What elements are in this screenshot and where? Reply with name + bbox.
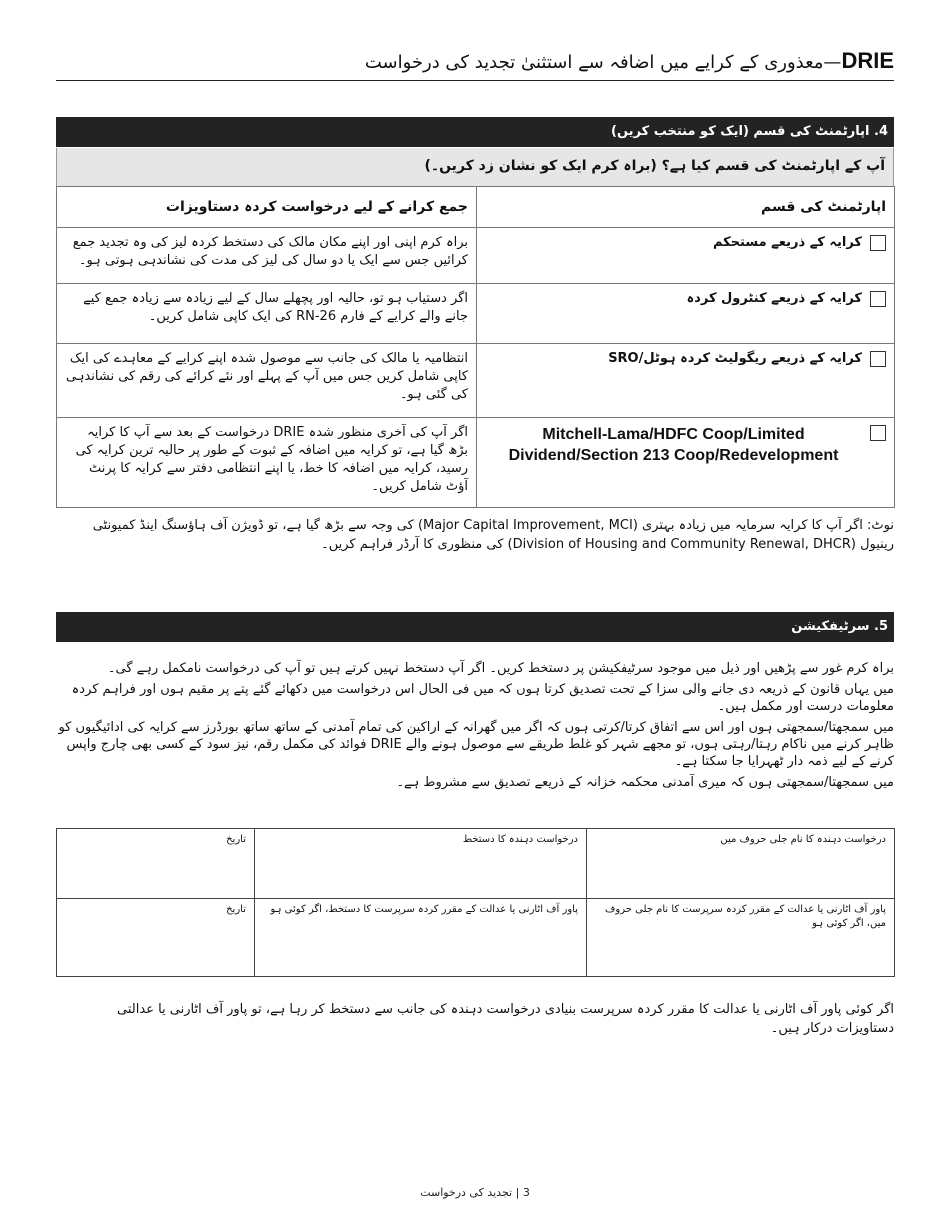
poa-name-field[interactable]: پاور آف اٹارنی یا عدالت کے مقرر کردہ سرپرست کا نام جلی حروف میں، اگر کوئی ہو bbox=[587, 899, 895, 977]
page-title bbox=[56, 46, 894, 81]
type-label: Mitchell-Lama/HDFC Coop/Limited Dividend/Section 213 Coop/Redevelopment bbox=[508, 426, 839, 464]
documents-text: براہ کرم اپنی اور اپنے مکان مالک کی دستخط کردہ لیز کی وہ تجدید جمع کرائیں جس سے ایک یا دو سال کی لیز کی مدت کی نشاندہی ہوتی ہو۔ bbox=[57, 228, 477, 284]
page-footer: 3 | تجدید کی درخواست bbox=[420, 1186, 530, 1199]
type-label: کرایہ کے ذریعے ریگولیٹ کردہ ہوٹل/SRO bbox=[608, 351, 862, 366]
cert-paragraph: میں یہاں قانون کے ذریعہ دی جانے والی سزا کے تحت تصدیق کرتا ہوں کہ میں فی الحال اس درخواست میں دکھائے گئے پتے پر مقیم ہوں اور فراہم کردہ معلومات درست اور مکمل ہیں۔ bbox=[71, 682, 894, 714]
cert-paragraph: میں سمجھتا/سمجھتی ہوں کہ میری آمدنی محکمہ خزانہ کے ذریعے تصدیق سے مشروط ہے۔ bbox=[396, 775, 894, 790]
documents-text: اگر دستیاب ہو تو، حالیہ اور پچھلے سال کے لیے زیادہ سے زیادہ جمع کیے جانے والے کرایے کے فارم RN-26 کی ایک کاپی شامل کریں۔ bbox=[57, 284, 477, 344]
cert-paragraph: میں سمجھتا/سمجھتی ہوں اور اس سے اتفاق کرتا/کرتی ہوں کہ اگر میں گھرانہ کے اراکین کی تمام آمدنی کے ساتھ ساتھ بورڈرز سے کرایہ کی ادائیگیوں کو ظاہر کرنے میں ناکام رہتا/رہتی ہوں، تو مجھے شہر کو غلط طریقے سے موصول ہونے والے DRIE فوائد کی مکمل رقم، نیز سود کے کسی بھی چارج واپس کرنے کے لیے ذمہ دار ٹھہرایا جا سکتا ہے۔ bbox=[58, 720, 894, 769]
checkbox-rent-stabilized[interactable] bbox=[870, 235, 886, 251]
brand-name: DRIE bbox=[841, 48, 894, 73]
table-header-row bbox=[57, 187, 895, 228]
checkbox-rent-controlled[interactable] bbox=[870, 291, 886, 307]
type-label: کرایہ کے ذریعے مستحکم bbox=[712, 235, 862, 250]
cert-paragraph: براہ کرم غور سے پڑھیں اور ذیل میں موجود سرٹیفکیشن پر دستخط کریں۔ اگر آپ دستخط نہیں کرتے ہیں تو آپ کی درخواست نامکمل رہے گی۔ bbox=[107, 661, 894, 676]
table-row bbox=[57, 228, 895, 284]
page-number: 3 bbox=[522, 1186, 530, 1199]
table-row bbox=[57, 284, 895, 344]
mci-note: نوٹ: اگر آپ کا کرایہ سرمایہ میں زیادہ بہتری (Major Capital Improvement, MCI) کی وجہ سے بڑھ گیا ہے، تو ڈویژن آف ہاؤسنگ اینڈ کمیونٹی رینیول (Division of Housing and Community Renewal, DHCR) کی منظوری کا آرڈر فراہم کریں۔ bbox=[92, 518, 894, 552]
table-row bbox=[57, 344, 895, 418]
checkbox-mitchell-lama[interactable] bbox=[870, 425, 886, 441]
date-field[interactable]: تاریخ bbox=[57, 899, 255, 977]
documents-text: انتظامیہ یا مالک کی جانب سے موصول شدہ اپنے کرایے کے معاہدے کی ایک کاپی شامل کریں جس میں آپ کے پہلے اور نئے کرائے کی رقم کی نشاندہی کی گئی ہو۔ bbox=[57, 344, 477, 418]
poa-note: اگر کوئی پاور آف اٹارنی یا عدالت کا مقرر کردہ سرپرست بنیادی درخواست دہندہ کی جانب سے دستخط کر رہا ہے، تو پاور آف اٹارنی یا عدالتی دستاویزات درکار ہیں۔ bbox=[117, 1002, 894, 1036]
applicant-signature-field[interactable]: درخواست دہندہ کا دستخط bbox=[255, 829, 587, 899]
table-row bbox=[57, 418, 895, 508]
footer-label: تجدید کی درخواست bbox=[420, 1186, 513, 1199]
section-5-heading: 5. سرٹیفکیشن bbox=[56, 612, 894, 642]
section-4-heading: 4. اپارٹمنٹ کی قسم (ایک کو منتخب کریں) bbox=[56, 117, 894, 147]
col-documents: جمع کرانے کے لیے درخواست کردہ دستاویزات bbox=[57, 187, 477, 228]
apartment-type-question: آپ کے اپارٹمنٹ کی قسم کیا ہے؟ (براہ کرم ایک کو نشان زد کریں۔) bbox=[56, 148, 894, 186]
poa-signature-field[interactable]: پاور آف اٹارنی یا عدالت کے مقرر کردہ سرپرست کا دستخط، اگر کوئی ہو bbox=[255, 899, 587, 977]
type-label: کرایہ کے ذریعے کنٹرول کردہ bbox=[686, 291, 862, 306]
applicant-name-field[interactable]: درخواست دہندہ کا نام جلی حروف میں bbox=[587, 829, 895, 899]
title-text: —معذوری کے کرایے میں اضافہ سے استثنیٰ تجدید کی درخواست bbox=[364, 52, 842, 73]
apartment-type-table bbox=[56, 186, 895, 508]
checkbox-rent-regulated-hotel-sro[interactable] bbox=[870, 351, 886, 367]
documents-text: اگر آپ کی آخری منظور شدہ DRIE درخواست کے بعد سے آپ کا کرایہ بڑھ گیا ہے، تو کرایہ میں اضافہ کے ثبوت کے طور پر حالیہ ترین کرایہ کی رسید، کرایہ میں اضافہ کا خط، یا اپنے انتظامی دفتر سے کرایہ کا پرنٹ آؤٹ شامل کریں۔ bbox=[57, 418, 477, 508]
col-apartment-type: اپارٹمنٹ کی قسم bbox=[477, 187, 895, 228]
certification-text bbox=[56, 660, 894, 795]
signature-table bbox=[56, 828, 895, 977]
date-field[interactable]: تاریخ bbox=[57, 829, 255, 899]
